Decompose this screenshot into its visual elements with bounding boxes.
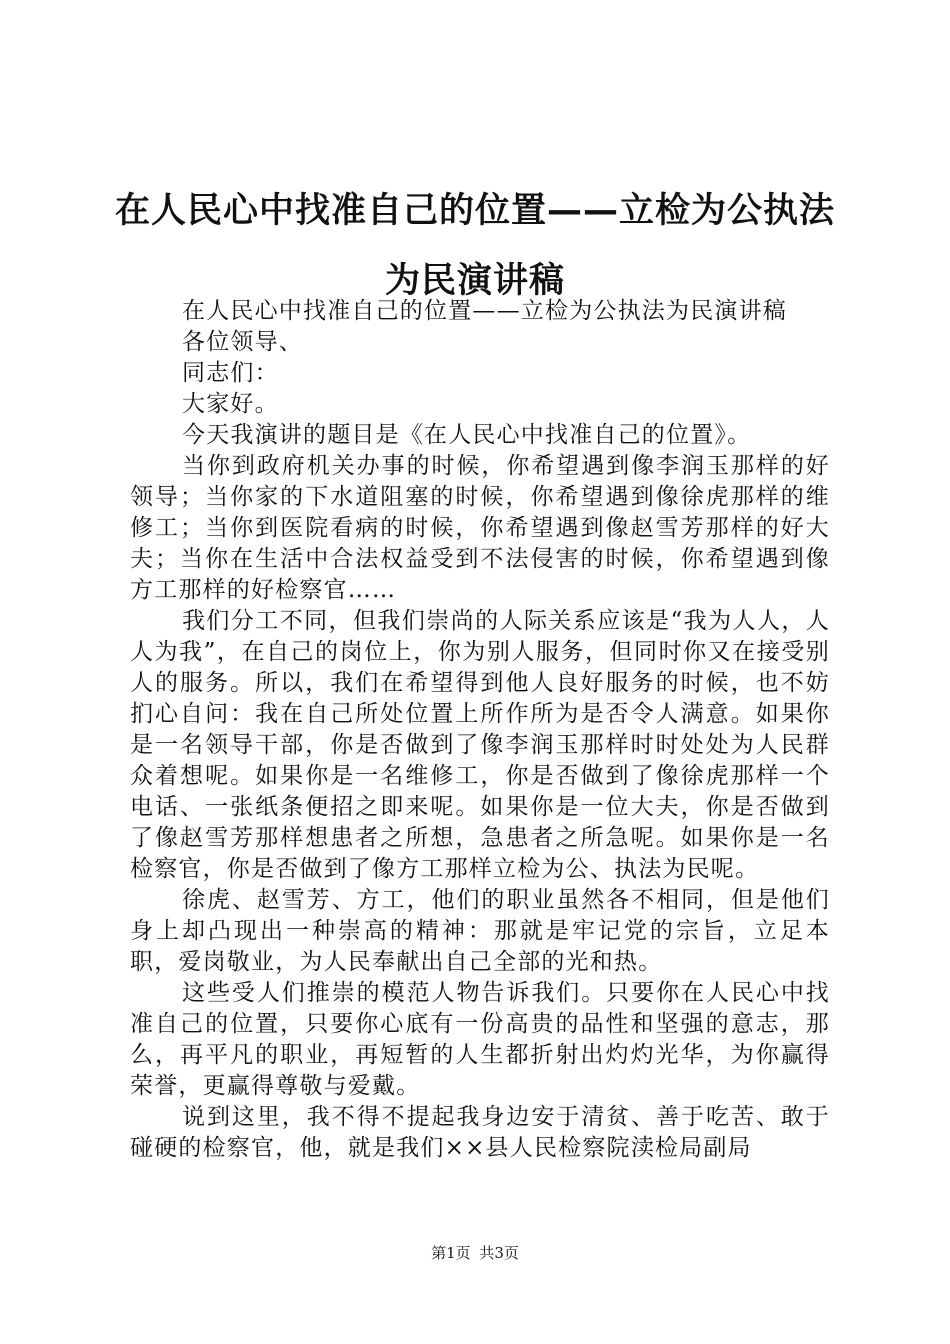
paragraph: 这些受人们推崇的模范人物告诉我们。只要你在人民心中找准自己的位置，只要你心底有一份高贵的品性和坚强的意志，那么，再平凡的职业，再短暂的人生都折射出灼灼光华，为你赢得荣誉，更赢得尊敬与爱戴。 [130, 980, 830, 1099]
page-total: 共3页 [479, 1244, 519, 1262]
document-body [130, 296, 830, 1164]
paragraph: 当你到政府机关办事的时候，你希望遇到像李润玉那样的好领导；当你家的下水道阻塞的时候，你希望遇到像徐虎那样的维修工；当你到医院看病的时候，你希望遇到像赵雪芳那样的好大夫；当你在生活中合法权益受到不法侵害的时候，你希望遇到像方工那样的好检察官…… [130, 453, 830, 603]
page-number: 第1页 [431, 1244, 471, 1262]
paragraph-heading: 在人民心中找准自己的位置——立检为公执法为民演讲稿 [182, 298, 787, 324]
title-line-2: 为民演讲稿 [384, 261, 565, 301]
page-footer [0, 1243, 950, 1263]
paragraph: 我们分工不同，但我们崇尚的人际关系应该是“我为人人，人人为我”，在自己的岗位上，你为别人服务，但同时你又在接受别人的服务。所以，我们在希望得到他人良好服务的时候，也不妨扪心自问：我在自己所处位置上所作所为是否令人满意。如果你是一名领导干部，你是否做到了像李润玉那样时时处处为人民群众着想呢。如果你是一名维修工，你是否做到了像徐虎那样一个电话、一张纸条便招之即来呢。如果你是一位大夫，你是否做到了像赵雪芳那样想患者之所想，急患者之所急呢。如果你是一名检察官，你是否做到了像方工那样立检为公、执法为民呢。 [130, 608, 830, 882]
title-line-1: 在人民心中找准自己的位置——立检为公执法 [114, 191, 835, 231]
paragraph: 徐虎、赵雪芳、方工，他们的职业虽然各不相同，但是他们身上却凸现出一种崇高的精神：那就是牢记党的宗旨，立足本职，爱岗敬业，为人民奉献出自己全部的光和热。 [130, 887, 830, 975]
paragraph-salutation: 同志们： [182, 360, 279, 386]
paragraph-salutation: 各位领导、 [182, 329, 303, 355]
paragraph: 今天我演讲的题目是《在人民心中找准自己的位置》。 [182, 422, 752, 448]
paragraph: 说到这里，我不得不提起我身边安于清贫、善于吃苦、敢于碰硬的检察官，他，就是我们××县人民检察院渎检局副局 [130, 1104, 830, 1161]
document-title [110, 176, 840, 316]
paragraph-greeting: 大家好。 [182, 391, 279, 417]
